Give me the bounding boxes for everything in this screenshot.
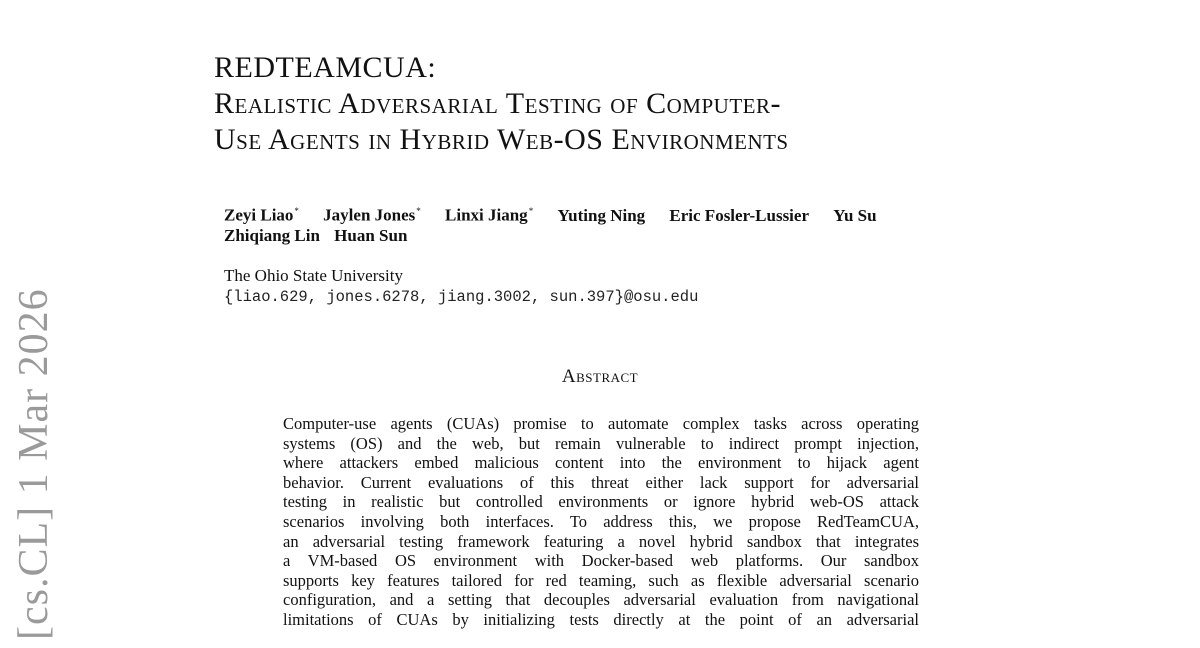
abstract-line: an adversarial testing framework featuring a novel hybrid sandbox that integrates bbox=[283, 531, 919, 551]
arxiv-side-stamp: [cs.CL] 1 Mar 2026 bbox=[11, 288, 57, 640]
author: Linxi Jiang* bbox=[445, 205, 534, 225]
abstract-line: supports key features tailored for red teaming, such as flexible adversarial scenario bbox=[283, 570, 919, 590]
affiliation: The Ohio State University bbox=[224, 266, 403, 285]
abstract-line: testing in realistic but controlled environments or ignore hybrid web-OS attack bbox=[283, 492, 919, 512]
author: Huan Sun bbox=[334, 225, 408, 245]
abstract-line: configuration, and a setting that decouples adversarial evaluation from navigational bbox=[283, 590, 919, 610]
author: Zhiqiang Lin bbox=[224, 225, 320, 245]
author: Yu Su bbox=[833, 205, 877, 225]
abstract-body bbox=[283, 414, 919, 630]
title-line-1: REDTEAMCUA: bbox=[214, 51, 437, 84]
author: Zeyi Liao* bbox=[224, 205, 299, 225]
abstract-line: systems (OS) and the web, but remain vulnerable to indirect prompt injection, bbox=[283, 433, 919, 453]
abstract-line: scenarios involving both interfaces. To address this, we propose RedTeamCUA, bbox=[283, 511, 919, 531]
abstract-line: Computer-use agents (CUAs) promise to automate complex tasks across operating bbox=[283, 414, 919, 433]
author: Eric Fosler-Lussier bbox=[669, 205, 809, 225]
abstract-line: a VM-based OS environment with Docker-based web platforms. Our sandbox bbox=[283, 551, 919, 571]
paper-title bbox=[214, 50, 1074, 158]
abstract-line: behavior. Current evaluations of this threat either lack support for adversarial bbox=[283, 472, 919, 492]
abstract-heading: Abstract bbox=[561, 366, 639, 387]
author-row-2 bbox=[224, 226, 1024, 246]
title-line-2: Realistic Adversarial Testing of Computer- bbox=[214, 87, 781, 120]
author-list bbox=[224, 201, 1024, 246]
author: Yuting Ning bbox=[557, 205, 646, 225]
abstract-line: limitations of CUAs by initializing tests directly at the point of an adversarial bbox=[283, 609, 919, 629]
author: Jaylen Jones* bbox=[323, 205, 421, 225]
title-line-3: Use Agents in Hybrid Web-OS Environments bbox=[214, 123, 789, 156]
author-emails: {liao.629, jones.6278, jiang.3002, sun.397}@osu.edu bbox=[224, 288, 699, 306]
author-row-1 bbox=[224, 201, 1024, 226]
abstract-line: where attackers embed malicious content into the environment to hijack agent bbox=[283, 453, 919, 473]
